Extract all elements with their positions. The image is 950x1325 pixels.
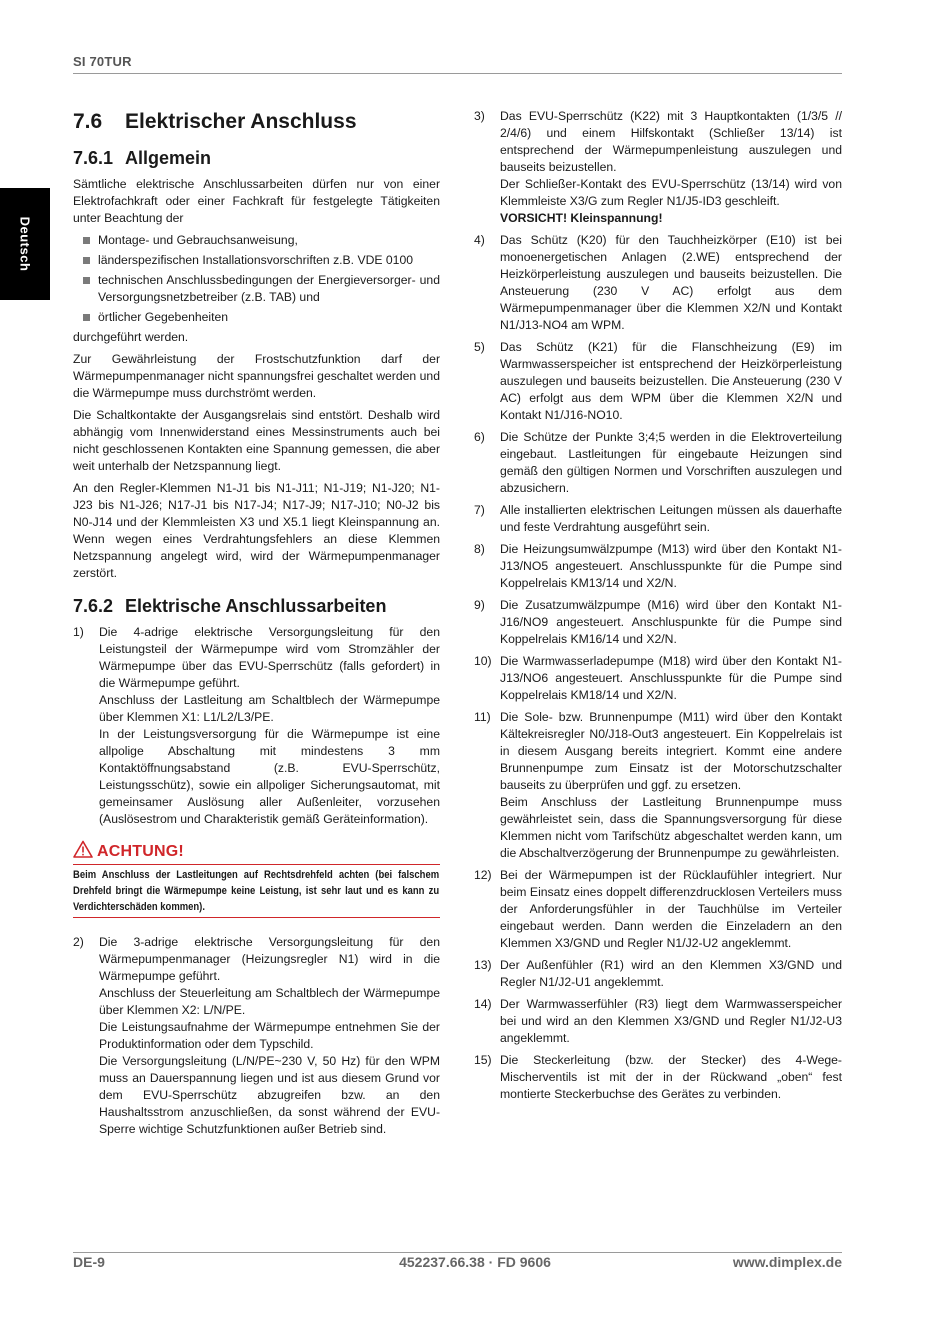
step-body	[500, 232, 842, 334]
step-item	[474, 1052, 842, 1103]
subsection-heading-allgemein	[73, 146, 440, 170]
step-paragraph: Bei der Wärmepumpen ist der Rücklaufühler integriert. Nur beim Einsatz eines doppelt differenzdrucklosen Verteilers muss der Anforderungsfühler in der Tauchhülse im Verteiler eingebaut werden. Dann werden die Einzeladern an den Klemmen X3/GND und Regler N1/J2-U2 angeklemmt.	[500, 868, 842, 950]
body-paragraph: durchgeführt werden.	[73, 330, 189, 344]
step-list-right	[474, 108, 842, 1103]
step-number: 15)	[474, 1053, 492, 1067]
step-body	[500, 653, 842, 704]
warning-triangle-icon	[73, 840, 93, 863]
step-list-continued	[73, 934, 440, 1138]
left-column	[73, 108, 440, 1143]
step-paragraph: Der Außenfühler (R1) wird an den Klemmen X3/GND und Regler N1/J2-U1 angeklemmt.	[500, 958, 842, 989]
step-number: 11)	[474, 710, 491, 724]
footer-rule	[73, 1252, 842, 1253]
warning-text	[73, 865, 440, 916]
step-paragraph: Die Versorgungsleitung (L/N/PE~230 V, 50 Hz) für den WPM muss an Dauerspannung liegen und ist aus diesem Grund vor dem EVU-Sperrschütz abzugreifen bzw. an den Haushaltsstrom anzuschließen, da sonst während der EVU-Sperre wichtige Schutzfunktionen außer Betrieb sind.	[99, 1054, 440, 1136]
footer-page-number: DE-9	[73, 1254, 105, 1270]
step-paragraph: Beim Anschluss der Lastleitung Brunnenpumpe muss gewährleistet sein, dass die Spannungsversorgung für diese Klemmen nicht vom Tarifschütz abgeschaltet werden kann, um die Abschaltverzögerung der Brunnenpumpe zu gewährleisten.	[500, 795, 842, 860]
intro-paragraph: Sämtliche elektrische Anschlussarbeiten dürfen nur von einer Elektrofachkraft oder einer Fachkraft für festgelegte Tätigkeiten unter Beachtung der	[73, 177, 440, 225]
step-number: 3)	[474, 109, 485, 123]
step-number: 13)	[474, 958, 492, 972]
warning-text-content: Beim Anschluss der Lastleitungen auf Rechtsdrehfeld achten (bei falschem Drehfeld bringt die Wärmepumpe keine Leistung, ist sehr laut und es kann zu Verdichterschäden kommen).	[73, 869, 440, 913]
step-body	[500, 597, 842, 648]
step-item	[474, 232, 842, 334]
step-item	[73, 934, 440, 1138]
step-number: 1)	[73, 625, 84, 639]
subsection-number: 7.6.2	[73, 596, 114, 616]
body-paragraph: Die Schaltkontakte der Ausgangsrelais sind entstört. Deshalb wird abhängig vom Innenwiderstand eines Messinstruments auch bei nicht geschlossenen Kontakten eine Spannung gemessen, die aber weit unterhalb der Netzspannung liegt.	[73, 408, 440, 473]
warning-rule-bottom	[73, 917, 440, 918]
step-number: 9)	[474, 598, 485, 612]
step-item	[474, 996, 842, 1047]
subsection-title: Elektrische Anschlussarbeiten	[125, 596, 387, 616]
list-item: örtlicher Gegebenheiten	[73, 309, 440, 326]
caution-note: VORSICHT! Kleinspannung!	[500, 211, 663, 225]
right-column	[474, 108, 842, 1108]
step-body	[500, 709, 842, 862]
step-paragraph: In der Leistungsversorgung für die Wärmepumpe ist eine allpolige Abschaltung mit mindestens 3 mm Kontaktöffnungsabstand (z.B. EVU-Sperrschütz, Leistungsschütz), sowie ein allpoliger Sicherungsautomat, mit gemeinsamer Auslösung aller Außenleiter, vorzusehen (Auslösestrom und Charakteristik gemäß Geräteinformation).	[99, 727, 440, 826]
step-item	[474, 653, 842, 704]
step-body	[500, 996, 842, 1047]
step-paragraph: Die Schütze der Punkte 3;4;5 werden in die Elektroverteilung eingebaut. Lastleitungen für eingebaute Heizungen sind gemäß den gültigen Normen und Vorschriften auszulegen und abzusichern.	[500, 430, 842, 495]
step-body	[500, 541, 842, 592]
subsection-heading-anschlussarbeiten	[73, 594, 440, 618]
requirements-list	[73, 232, 440, 326]
list-item: technischen Anschlussbedingungen der Energieversorger- und Versorgungsnetzbetreiber (z.B. TAB) und	[73, 272, 440, 306]
section-title: Elektrischer Anschluss	[125, 110, 357, 133]
step-body	[500, 429, 842, 497]
step-paragraph: Das Schütz (K20) für den Tauchheizkörper (E10) ist bei monoenergetischen Anlagen (2.WE) entsprechend der Heizkörperleistung auszulegen und bauseits beizustellen. Die Ansteuerung (230 V AC) erfolgt aus dem Wärmepumpenmanager über die Klemmen X2/N und Kontakt N1/J13-NO4 am WPM.	[500, 233, 842, 332]
subsection-title: Allgemein	[125, 148, 212, 168]
step-paragraph: Die Steckerleitung (bzw. der Stecker) des 4-Wege-Mischerventils ist mit der in der Rückwand „oben“ fest montierte Steckerbuchse des Gerätes zu verbinden.	[500, 1053, 842, 1101]
step-number: 6)	[474, 430, 485, 444]
step-paragraph: Die Warmwasserladepumpe (M18) wird über den Kontakt N1-J13/NO6 angesteuert. Anschlusspunkte für die Pumpe sind Koppelrelais KM18/14 und X2/N.	[500, 654, 842, 702]
step-body	[500, 1052, 842, 1103]
step-paragraph: Der Warmwasserfühler (R3) liegt dem Warmwasserspeicher bei und wird an den Klemmen X3/GND und Regler N1/J2-U3 angeklemmt.	[500, 997, 842, 1045]
subsection-number: 7.6.1	[73, 148, 114, 168]
step-body	[500, 502, 842, 536]
step-item	[474, 709, 842, 862]
header-rule	[73, 73, 842, 74]
step-paragraph: Das EVU-Sperrschütz (K22) mit 3 Hauptkontakten (1/3/5 // 2/4/6) und einem Hilfskontakt (Schließer 13/14) ist entsprechend der Wärmepumpenleistung auszulegen und bauseits beizustellen.	[500, 109, 842, 174]
step-item	[73, 624, 440, 828]
step-paragraph: Alle installierten elektrischen Leitungen müssen als dauerhafte und feste Verdrahtung ausgeführt sein.	[500, 503, 842, 534]
step-number: 2)	[73, 935, 84, 949]
warning-box	[73, 840, 440, 918]
list-item: länderspezifischen Installationsvorschriften z.B. VDE 0100	[73, 252, 440, 269]
body-paragraph: Zur Gewährleistung der Frostschutzfunktion darf der Wärmepumpenmanager nicht spannungsfrei geschaltet werden und die Wärmepumpe muss durchströmt werden.	[73, 352, 440, 400]
warning-header	[73, 840, 440, 863]
step-paragraph: Die Heizungsumwälzpumpe (M13) wird über den Kontakt N1-J13/NO5 angesteuert. Anschlusspunkte für die Pumpe sind Koppelrelais KM13/14 und X2/N.	[500, 542, 842, 590]
warning-title: ACHTUNG!	[97, 843, 184, 860]
list-item: Montage- und Gebrauchsanweisung,	[73, 232, 440, 249]
footer-document-id: 452237.66.38 · FD 9606	[399, 1254, 551, 1270]
step-number: 14)	[474, 997, 492, 1011]
step-body	[500, 957, 842, 991]
step-list	[73, 624, 440, 828]
step-item	[474, 339, 842, 424]
body-paragraph: An den Regler-Klemmen N1-J1 bis N1-J11; N1-J19; N1-J20; N1-J23 bis N1-J26; N17-J1 bis N17-J4; N17-J9; N17-J10; N0-J2 bis N0-J14 und der Klemmleisten X3 und X5.1 liegt Kleinspannung an. Wenn wegen eines Verdrahtungsfehlers an diese Klemmen Netzspannung angelegt wird, wird der Wärmepumpenmanager zerstört.	[73, 481, 440, 580]
step-paragraph: Der Schließer-Kontakt des EVU-Sperrschütz (13/14) wird von Klemmleiste X3/G zum Regler N1/J5-ID3 geschleift.	[500, 177, 842, 208]
step-body	[500, 867, 842, 952]
section-number: 7.6	[73, 110, 103, 133]
step-paragraph: Die Zusatzumwälzpumpe (M16) wird über den Kontakt N1-J16/NO9 angesteuert. Anschluspunkte für die Pumpe sind Koppelrelais KM16/14 und X2/N.	[500, 598, 842, 646]
step-item	[474, 429, 842, 497]
step-paragraph: Die Sole- bzw. Brunnenpumpe (M11) wird über den Kontakt Kältekreisregler N0/J18-Out3 angesteuert. Ein Koppelrelais ist in diesem Ausgang bereits integriert. Kommt eine andere Brunnenpumpe zum Einsatz ist der Motorschutzschalter bauseits zu überprüfen und ggf. zu ersetzen.	[500, 710, 842, 792]
step-body	[500, 339, 842, 424]
step-paragraph: Anschluss der Lastleitung am Schaltblech der Wärmepumpe über Klemmen X1: L1/L2/L3/PE.	[99, 693, 440, 724]
footer-website: www.dimplex.de	[732, 1254, 842, 1270]
step-body	[99, 934, 440, 1138]
step-paragraph: Die Leistungsaufnahme der Wärmepumpe entnehmen Sie der Produktinformation oder dem Typschild.	[99, 1020, 440, 1051]
step-item	[474, 541, 842, 592]
step-paragraph: Die 3-adrige elektrische Versorgungsleitung für den Wärmepumpenmanager (Heizungsregler N1) wird in die Wärmepumpe geführt.	[99, 935, 440, 983]
step-item	[474, 502, 842, 536]
step-number: 4)	[474, 233, 485, 247]
step-number: 5)	[474, 340, 485, 354]
step-item	[474, 108, 842, 227]
step-paragraph: Anschluss der Steuerleitung am Schaltblech der Wärmepumpe über Klemmen X2: L/N/PE.	[99, 986, 440, 1017]
step-number: 10)	[474, 654, 492, 668]
step-number: 7)	[474, 503, 485, 517]
language-tab	[0, 188, 50, 300]
step-body	[99, 624, 440, 828]
step-paragraph: Das Schütz (K21) für die Flanschheizung (E9) im Warmwasserspeicher ist entsprechend der Heizkörperleistung auszulegen und bauseits beizustellen. Die Ansteuerung (230 V AC) erfolgt aus dem WPM über die Klemmen X2/N und Kontakt N1/J16-NO10.	[500, 340, 842, 422]
step-item	[474, 957, 842, 991]
section-heading	[73, 108, 440, 136]
step-item	[474, 597, 842, 648]
step-number: 8)	[474, 542, 485, 556]
step-body	[500, 108, 842, 227]
step-number: 12)	[474, 868, 492, 882]
step-item	[474, 867, 842, 952]
header-title: SI 70TUR	[73, 54, 132, 69]
step-paragraph: Die 4-adrige elektrische Versorgungsleitung für den Leistungsteil der Wärmepumpe wird vom Stromzähler der Wärmepumpe über das EVU-Sperrschütz (falls gefordert) in die Wärmepumpe geführt.	[99, 625, 440, 690]
language-tab-label: Deutsch	[17, 216, 33, 272]
